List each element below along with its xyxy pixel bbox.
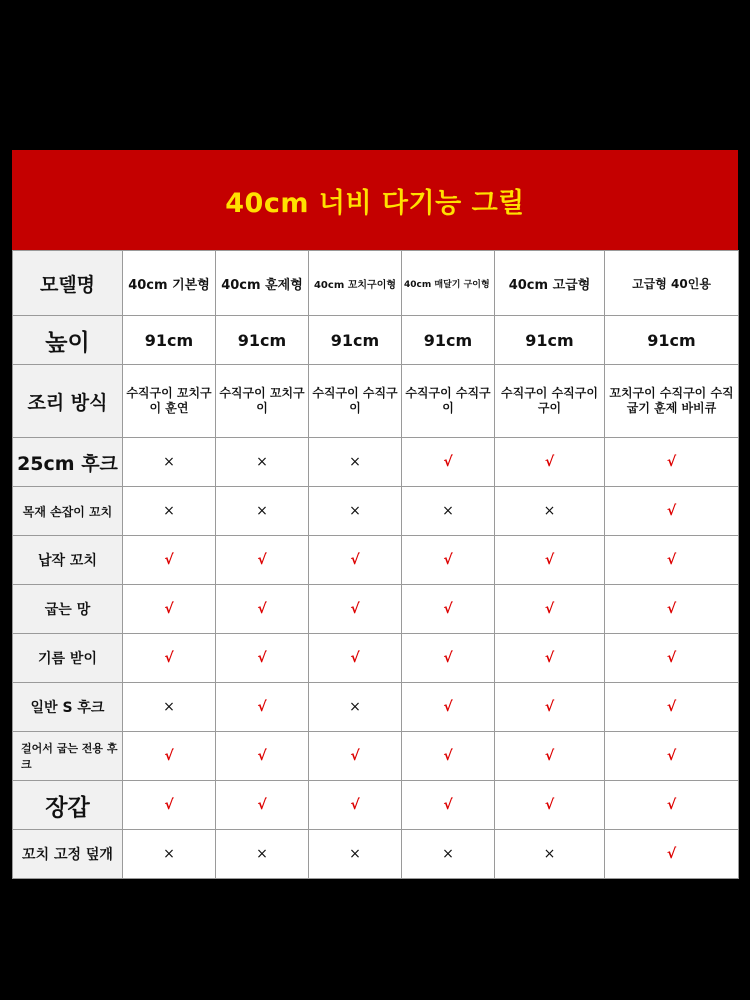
included-check-mark: √ xyxy=(216,536,309,585)
model-name: 40cm 꼬치구이형 xyxy=(309,251,402,316)
not-included-x-mark: × xyxy=(495,487,605,536)
height-row xyxy=(13,316,739,365)
included-check-mark: √ xyxy=(123,634,216,683)
feature-rows xyxy=(13,438,739,879)
included-check-mark: √ xyxy=(216,683,309,732)
included-check-mark: √ xyxy=(605,683,739,732)
included-check-mark: √ xyxy=(216,732,309,781)
title-banner xyxy=(12,150,738,250)
comparison-table xyxy=(12,250,739,879)
included-check-mark: √ xyxy=(605,536,739,585)
included-check-mark: √ xyxy=(309,585,402,634)
feature-label: 굽는 망 xyxy=(13,585,123,634)
not-included-x-mark: × xyxy=(216,487,309,536)
cooking-method: 수직구이 수직구이 구이 xyxy=(495,365,605,438)
included-check-mark: √ xyxy=(309,536,402,585)
feature-row xyxy=(13,683,739,732)
not-included-x-mark: × xyxy=(495,830,605,879)
feature-label: 장갑 xyxy=(13,781,123,830)
included-check-mark: √ xyxy=(495,536,605,585)
included-check-mark: √ xyxy=(402,683,495,732)
feature-label: 25cm 후크 xyxy=(13,438,123,487)
included-check-mark: √ xyxy=(402,732,495,781)
cooking-method: 수직구이 수직구이 xyxy=(402,365,495,438)
feature-row xyxy=(13,732,739,781)
not-included-x-mark: × xyxy=(309,438,402,487)
included-check-mark: √ xyxy=(495,585,605,634)
included-check-mark: √ xyxy=(309,781,402,830)
height-value: 91cm xyxy=(605,316,739,365)
row-label-model: 모델명 xyxy=(13,251,123,316)
included-check-mark: √ xyxy=(605,487,739,536)
included-check-mark: √ xyxy=(309,634,402,683)
included-check-mark: √ xyxy=(495,732,605,781)
included-check-mark: √ xyxy=(216,634,309,683)
included-check-mark: √ xyxy=(402,438,495,487)
feature-row xyxy=(13,536,739,585)
included-check-mark: √ xyxy=(123,585,216,634)
feature-row xyxy=(13,585,739,634)
included-check-mark: √ xyxy=(605,585,739,634)
included-check-mark: √ xyxy=(402,634,495,683)
height-value: 91cm xyxy=(402,316,495,365)
feature-label: 꼬치 고정 덮개 xyxy=(13,830,123,879)
feature-row xyxy=(13,781,739,830)
row-label-height: 높이 xyxy=(13,316,123,365)
included-check-mark: √ xyxy=(605,830,739,879)
model-name: 40cm 매달기 구이형 xyxy=(402,251,495,316)
model-row xyxy=(13,251,739,316)
not-included-x-mark: × xyxy=(309,830,402,879)
feature-label: 납작 꼬치 xyxy=(13,536,123,585)
included-check-mark: √ xyxy=(495,438,605,487)
not-included-x-mark: × xyxy=(309,683,402,732)
height-value: 91cm xyxy=(495,316,605,365)
not-included-x-mark: × xyxy=(123,683,216,732)
model-name: 40cm 기본형 xyxy=(123,251,216,316)
model-name: 고급형 40인용 xyxy=(605,251,739,316)
not-included-x-mark: × xyxy=(123,830,216,879)
model-name: 40cm 고급형 xyxy=(495,251,605,316)
included-check-mark: √ xyxy=(495,634,605,683)
not-included-x-mark: × xyxy=(123,438,216,487)
included-check-mark: √ xyxy=(123,781,216,830)
included-check-mark: √ xyxy=(216,781,309,830)
feature-label: 일반 S 후크 xyxy=(13,683,123,732)
cooking-method: 꼬치구이 수직구이 수직 굽기 훈제 바비큐 xyxy=(605,365,739,438)
included-check-mark: √ xyxy=(123,732,216,781)
cooking-method: 수직구이 수직구이 xyxy=(309,365,402,438)
not-included-x-mark: × xyxy=(309,487,402,536)
model-name: 40cm 훈제형 xyxy=(216,251,309,316)
not-included-x-mark: × xyxy=(216,830,309,879)
feature-label: 목재 손잡이 꼬치 xyxy=(13,487,123,536)
feature-row xyxy=(13,438,739,487)
included-check-mark: √ xyxy=(605,781,739,830)
included-check-mark: √ xyxy=(495,683,605,732)
height-value: 91cm xyxy=(309,316,402,365)
cooking-method-row xyxy=(13,365,739,438)
included-check-mark: √ xyxy=(402,585,495,634)
cooking-method: 수직구이 꼬치구이 훈연 xyxy=(123,365,216,438)
included-check-mark: √ xyxy=(216,585,309,634)
feature-row xyxy=(13,830,739,879)
not-included-x-mark: × xyxy=(402,830,495,879)
not-included-x-mark: × xyxy=(216,438,309,487)
included-check-mark: √ xyxy=(402,781,495,830)
included-check-mark: √ xyxy=(605,634,739,683)
included-check-mark: √ xyxy=(402,536,495,585)
not-included-x-mark: × xyxy=(402,487,495,536)
feature-label: 걸어서 굽는 전용 후크 xyxy=(13,732,123,781)
cooking-method: 수직구이 꼬치구이 xyxy=(216,365,309,438)
included-check-mark: √ xyxy=(495,781,605,830)
included-check-mark: √ xyxy=(605,732,739,781)
page-title: 40cm 너비 다기능 그릴 xyxy=(225,187,525,219)
feature-row xyxy=(13,487,739,536)
feature-label: 기름 받이 xyxy=(13,634,123,683)
height-value: 91cm xyxy=(216,316,309,365)
feature-row xyxy=(13,634,739,683)
height-value: 91cm xyxy=(123,316,216,365)
included-check-mark: √ xyxy=(309,732,402,781)
included-check-mark: √ xyxy=(605,438,739,487)
included-check-mark: √ xyxy=(123,536,216,585)
row-label-cooking-method: 조리 방식 xyxy=(13,365,123,438)
not-included-x-mark: × xyxy=(123,487,216,536)
